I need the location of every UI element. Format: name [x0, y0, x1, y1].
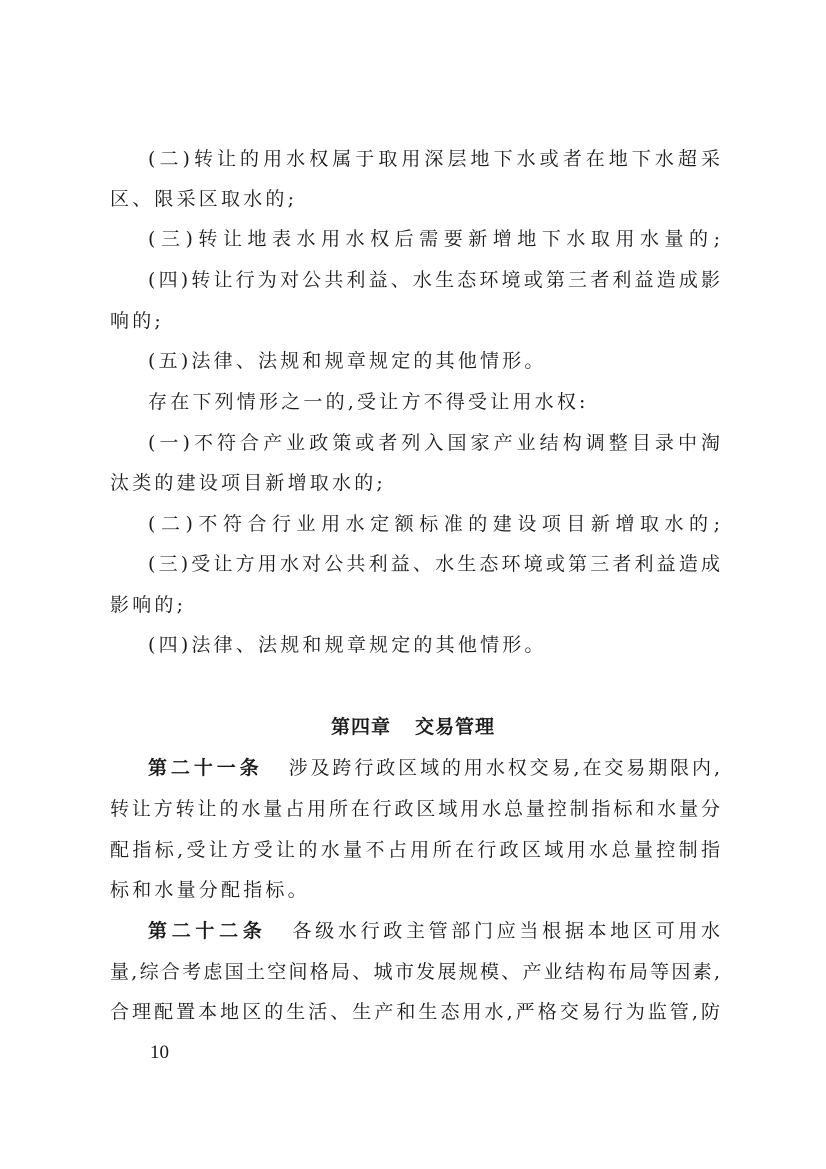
text-line: 影响的; [110, 594, 187, 616]
text-line: (五)法律、法规和规章规定的其他情形。 [148, 350, 547, 372]
text-line: 响的; [110, 310, 165, 332]
text-line: 标和水量分配指标。 [110, 879, 310, 901]
text-line: 区、限采区取水的; [110, 188, 298, 210]
chapter-title: 交易管理 [415, 716, 496, 738]
chapter-heading [0, 714, 826, 740]
article-22-label: 第二十二条 [148, 920, 267, 942]
text-line: (四)法律、法规和规章规定的其他情形。 [148, 634, 547, 656]
text-line: 汰类的建设项目新增取水的; [110, 472, 387, 494]
article-21-text: 涉及跨行政区域的用水权交易,在交易期限内, [288, 757, 720, 779]
text-line: 配指标,受让方受让的水量不占用所在行政区域用水总量控制指 [110, 839, 720, 861]
text-line: (三)受让方用水对公共利益、水生态环境或第三者利益造成 [148, 553, 720, 575]
article-22-text: 各级水行政主管部门应当根据本地区可用水 [292, 920, 720, 942]
text-line: (四)转让行为对公共利益、水生态环境或第三者利益造成影 [148, 269, 720, 291]
text-line: 量,综合考虑国土空间格局、城市发展规模、产业结构布局等因素, [110, 961, 720, 983]
chapter-number: 第四章 [330, 716, 391, 738]
article-22-first-line [148, 918, 720, 944]
article-21-first-line [148, 755, 720, 781]
article-21-label: 第二十一条 [148, 757, 263, 779]
text-line: (二)不符合行业用水定额标准的建设项目新增取水的; [148, 513, 720, 535]
text-line: (二)转让的用水权属于取用深层地下水或者在地下水超采 [148, 148, 720, 170]
text-line: 存在下列情形之一的,受让方不得受让用水权: [148, 391, 589, 413]
text-line: 合理配置本地区的生活、生产和生态用水,严格交易行为监管,防 [110, 1001, 720, 1023]
text-line: (三)转让地表水用水权后需要新增地下水取用水量的; [148, 228, 720, 250]
text-line: 转让方转让的水量占用所在行政区域用水总量控制指标和水量分 [110, 798, 720, 820]
page-number: 10 [150, 1042, 169, 1063]
text-line: (一)不符合产业政策或者列入国家产业结构调整目录中淘 [148, 432, 720, 454]
